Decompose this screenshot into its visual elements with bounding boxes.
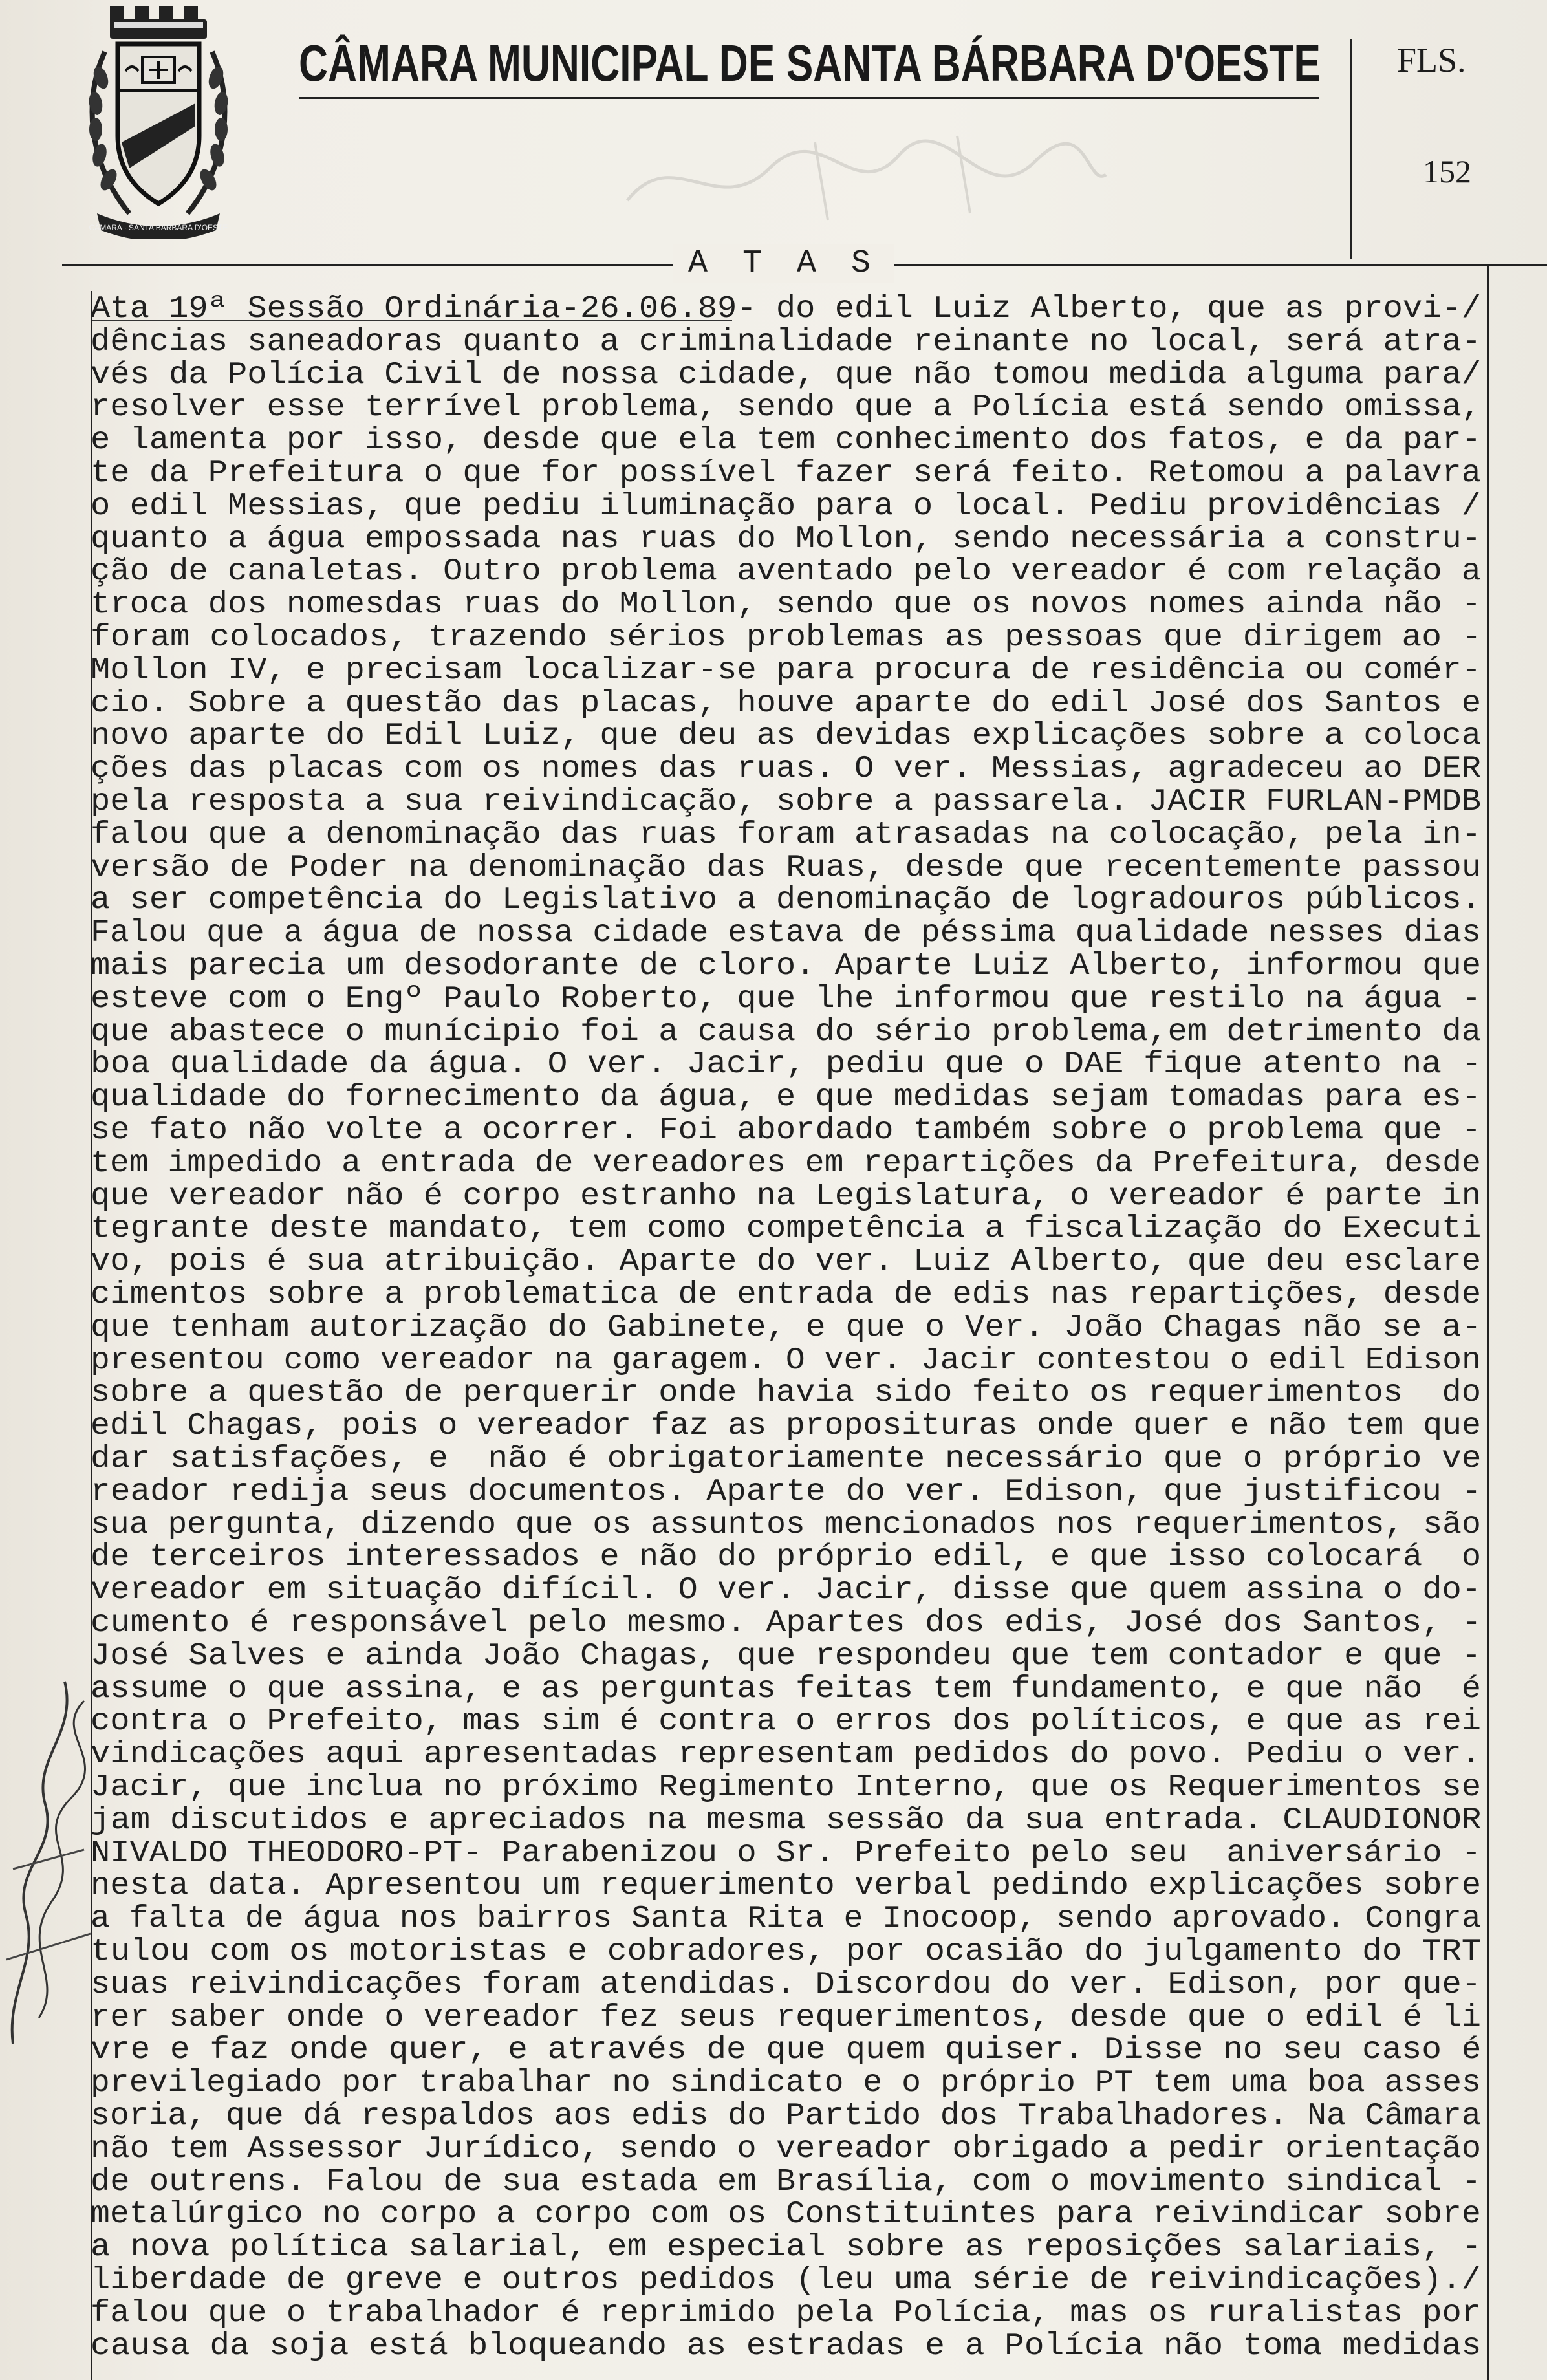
minutes-line: rer saber onde o vereador fez seus requerimentos, desde que o edil é li <box>91 2000 1482 2035</box>
minutes-line: ção de canaletas. Outro problema aventado pelo vereador é com relação a <box>91 554 1482 590</box>
minutes-line: ções das placas com os nomes das ruas. O ver. Messias, agradeceu ao DER <box>91 752 1482 787</box>
minutes-line: novo aparte do Edil Luiz, que deu as devidas explicações sobre a coloca <box>91 719 1482 754</box>
municipal-coat-of-arms-icon <box>84 6 233 239</box>
minutes-line: te da Prefeitura o que for possível fazer será feito. Retomou a palavra <box>91 456 1482 491</box>
minutes-line: a falta de água nos bairros Santa Rita e Inocoop, sendo aprovado. Congra <box>91 1901 1481 1937</box>
minutes-line: causa da soja está bloqueando as estradas e a Polícia não toma medidas <box>91 2328 1482 2364</box>
minutes-line: dências saneadoras quanto a criminalidade reinante no local, será atra- <box>91 324 1482 360</box>
minutes-line: reador redija seus documentos. Aparte do ver. Edison, que justificou - <box>91 1474 1482 1509</box>
minutes-line: cio. Sobre a questão das placas, houve aparte do edil José dos Santos e <box>91 686 1482 721</box>
bleed-through-signature <box>621 129 1112 226</box>
handwritten-signature <box>0 1656 97 2057</box>
minutes-line: liberdade de greve e outros pedidos (leu uma série de reivindicações)./ <box>91 2263 1482 2298</box>
minutes-line: vre e faz onde quer, e através de que quem quiser. Disse no seu caso é <box>91 2033 1482 2068</box>
council-name-heading: CÂMARA MUNICIPAL DE SANTA BÁRBARA D'OESTE <box>299 34 1321 92</box>
minutes-line: e lamenta por isso, desde que ela tem conhecimento dos fatos, e da par- <box>91 423 1482 459</box>
minutes-line: de outrens. Falou de sua estada em Brasília, com o movimento sindical - <box>91 2164 1482 2200</box>
atas-title: A T A S <box>673 244 894 283</box>
minutes-line: sobre a questão de perquerir onde havia sido feito os requerimentos do <box>91 1376 1482 1411</box>
minutes-line: vo, pois é sua atribuição. Aparte do ver. Luiz Alberto, que deu esclare <box>91 1244 1482 1280</box>
minutes-line: não tem Assessor Jurídico, sendo o vereador obrigado a pedir orientação <box>91 2131 1482 2167</box>
minutes-line: soria, que dá respaldos aos edis do Partido dos Trabalhadores. Na Câmara <box>91 2099 1481 2134</box>
fls-divider <box>1350 39 1352 259</box>
minutes-line: boa qualidade da água. O ver. Jacir, pediu que o DAE fique atento na - <box>91 1047 1482 1083</box>
minutes-line: falou que a denominação das ruas foram atrasadas na colocação, pela in- <box>91 817 1482 852</box>
minutes-line: que abastece o munícipio foi a causa do sério problema,em detrimento da <box>91 1014 1482 1050</box>
minutes-line: tem impedido a entrada de vereadores em repartições da Prefeitura, desde <box>91 1145 1481 1181</box>
minutes-line: vereador em situação difícil. O ver. Jacir, disse que quem assina o do- <box>91 1573 1482 1608</box>
minutes-line: falou que o trabalhador é reprimido pela Polícia, mas os ruralistas por <box>91 2295 1482 2331</box>
minutes-line: NIVALDO THEODORO-PT- Parabenizou o Sr. Prefeito pelo seu aniversário - <box>91 1835 1482 1871</box>
minutes-line: sua pergunta, dizendo que os assuntos mencionados nos requerimentos, são <box>91 1507 1481 1542</box>
page-number: 152 <box>1423 153 1471 189</box>
minutes-line: cumento é responsável pelo mesmo. Apartes dos edis, José dos Santos, - <box>91 1606 1482 1641</box>
minutes-line: José Salves e ainda João Chagas, que respondeu que tem contador e que - <box>91 1638 1482 1674</box>
minutes-line: contra o Prefeito, mas sim é contra o erros dos políticos, e que as rei <box>91 1704 1482 1740</box>
minutes-line: troca dos nomesdas ruas do Mollon, sendo que os novos nomes ainda não - <box>91 587 1482 623</box>
minutes-line: versão de Poder na denominação das Ruas, desde que recentemente passou <box>91 850 1482 885</box>
minutes-line: que tenham autorização do Gabinete, e que o Ver. João Chagas não se a- <box>91 1310 1482 1345</box>
minutes-line: se fato não volte a ocorrer. Foi abordado também sobre o problema que - <box>91 1113 1482 1148</box>
minutes-line: Ata 19ª Sessão Ordinária-26.06.89- do edil Luiz Alberto, que as provi-/ <box>91 292 1482 327</box>
minutes-line: resolver esse terrível problema, sendo que a Polícia está sendo omissa, <box>91 390 1482 426</box>
minutes-line: mais parecia um desodorante de cloro. Aparte Luiz Alberto, informou que <box>91 949 1482 984</box>
atas-frame-right-rule-top <box>1488 264 1489 291</box>
minutes-line: dar satisfações, e não é obrigatoriamente necessário que o próprio ve <box>91 1442 1482 1477</box>
minutes-line: que vereador não é corpo estranho na Legislatura, o vereador é parte in <box>91 1178 1482 1214</box>
minutes-line: vindicações aqui apresentadas representam pedidos do povo. Pediu o ver. <box>91 1737 1482 1773</box>
minutes-line: presentou como vereador na garagem. O ver. Jacir contestou o edil Edison <box>91 1343 1481 1378</box>
minutes-line: de terceiros interessados e não do próprio edil, e que isso colocará o <box>91 1540 1482 1575</box>
minutes-line: a ser competência do Legislativo a denominação de logradouros públicos. <box>91 883 1482 918</box>
header-rule <box>299 97 1319 99</box>
minutes-line: edil Chagas, pois o vereador faz as proposituras onde quer e não tem que <box>91 1409 1481 1444</box>
minutes-line: Falou que a água de nossa cidade estava de péssima qualidade nesses dias <box>91 916 1481 951</box>
atas-frame-right-rule <box>1488 291 1489 2380</box>
minutes-line: vés da Polícia Civil de nossa cidade, que não tomou medida alguma para/ <box>91 357 1482 393</box>
minutes-line: previlegiado por trabalhar no sindicato e o próprio PT tem uma boa asses <box>91 2066 1481 2101</box>
seal-banner-text: CÂMARA · SANTA BÁRBARA D'OESTE <box>89 223 228 232</box>
minutes-line: suas reivindicações foram atendidas. Discordou do ver. Edison, por que- <box>91 1967 1482 2002</box>
minutes-line: quanto a água empossada nas ruas do Mollon, sendo necessária a constru- <box>91 521 1482 557</box>
minutes-line: tulou com os motoristas e cobradores, por ocasião do julgamento do TRT <box>91 1934 1482 1969</box>
minutes-line: tegrante deste mandato, tem como competência a fiscalização do Executi <box>91 1211 1482 1247</box>
minutes-line: o edil Messias, que pediu iluminação para o local. Pediu providências / <box>91 488 1482 524</box>
minutes-line: assume o que assina, e as perguntas feitas tem fundamento, e que não é <box>91 1671 1482 1707</box>
minutes-line: qualidade do fornecimento da água, e que medidas sejam tomadas para es- <box>91 1080 1482 1116</box>
minutes-line: Jacir, que inclua no próximo Regimento Interno, que os Requerimentos se <box>91 1770 1482 1805</box>
minutes-line: Mollon IV, e precisam localizar-se para procura de residência ou comér- <box>91 653 1482 688</box>
minutes-line: nesta data. Apresentou um requerimento verbal pedindo explicações sobre <box>91 1868 1482 1904</box>
minutes-line: foram colocados, trazendo sérios problemas as pessoas que dirigem ao - <box>91 620 1482 655</box>
minutes-line: pela resposta a sua reivindicação, sobre a passarela. JACIR FURLAN-PMDB <box>91 784 1482 819</box>
minutes-line: esteve com o Engº Paulo Roberto, que lhe informou que restilo na água - <box>91 981 1482 1017</box>
minutes-line: metalúrgico no corpo a corpo com os Constituintes para reivindicar sobre <box>91 2197 1481 2233</box>
minutes-line: cimentos sobre a problematica de entrada de edis nas repartições, desde <box>91 1277 1482 1312</box>
minutes-text-block <box>91 291 1488 2380</box>
minutes-line: a nova política salarial, em especial sobre as reposições salariais, - <box>91 2230 1482 2266</box>
minutes-line: jam discutidos e apreciados na mesma sessão da sua entrada. CLAUDIONOR <box>91 1802 1482 1838</box>
fls-label: FLS. <box>1397 41 1466 80</box>
